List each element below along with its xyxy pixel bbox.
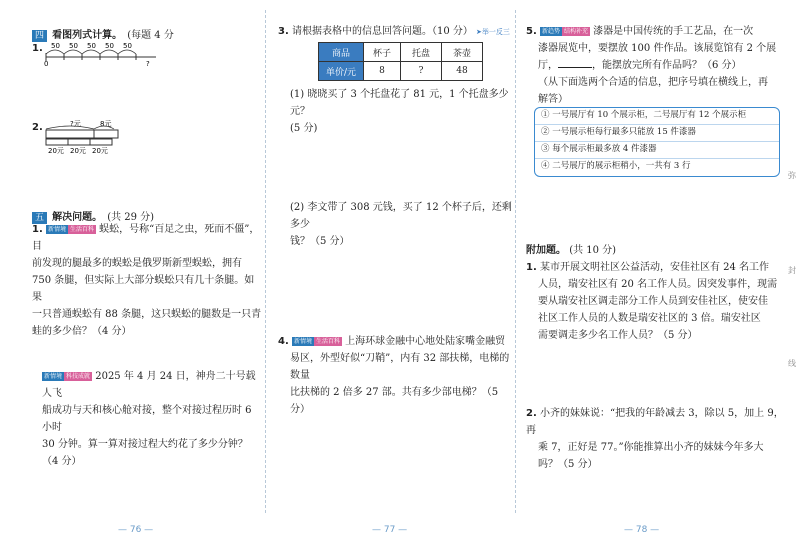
table-row	[319, 43, 483, 62]
binding-margin-char: 封	[788, 266, 796, 275]
question-text-line: 漆器是中国传统的手工艺品，在一次	[593, 26, 754, 37]
question-number: 2.	[32, 122, 43, 133]
option-item: ② 一号展示柜每行最多只能放 15 件漆器	[535, 125, 779, 142]
question-text-line: （从下面选两个合适的信息，把序号填在横线上，再	[538, 77, 768, 88]
question-number: 1.	[32, 224, 43, 235]
bonus-question-1	[526, 259, 788, 344]
section-number: 五	[32, 212, 47, 224]
question-text-line: 要从瑞安社区调走部分工作人员到安佳社区，使安佳	[538, 296, 768, 307]
answer-blank[interactable]	[558, 67, 592, 68]
page-number: — 78 —	[624, 525, 660, 535]
question-number: 1.	[32, 43, 43, 54]
segment-label: 50	[69, 42, 78, 50]
question-text-line: 需要调走多少名工作人员？（5 分）	[538, 330, 698, 341]
question-text-line: 比扶梯的 2 倍多 27 部。共有多少部电梯？（5 分）	[290, 387, 499, 415]
table-row-label: 单价/元	[319, 62, 364, 81]
table-cell: ?	[401, 62, 442, 81]
question-4	[278, 333, 514, 418]
tag-new-context: 新情境	[293, 338, 312, 345]
question-text-line: 蛙的多少倍？（4 分）	[32, 326, 132, 337]
question-3-prompt	[278, 23, 514, 41]
page-number: — 76 —	[118, 525, 154, 535]
zero-label: 0	[44, 60, 49, 66]
segment-label: 20元	[92, 147, 108, 155]
question-5-2	[42, 368, 264, 470]
question-number: 5.	[526, 26, 537, 37]
bar-segment-diagram	[42, 117, 132, 155]
question-text-line: 前发现的腿最多的蜈蚣是俄罗斯新型蜈蚣，拥有	[32, 258, 242, 269]
question-text-line: 30 分钟。算一算对接过程大约花了多少分钟？（4 分）	[42, 439, 248, 467]
table-header: 杯子	[364, 43, 401, 62]
question-number: 3.	[278, 26, 289, 37]
question-number: 4.	[278, 336, 289, 347]
page-76	[0, 0, 262, 543]
question-text-line: 船成功与天和核心舱对接，整个对接过程历时 6 小时	[42, 405, 252, 433]
tag-topic: 结构补充	[563, 28, 588, 35]
column-divider-1	[265, 10, 266, 513]
option-item: ① 一号展厅有 10 个展示柜，二号展厅有 12 个展示柜	[535, 108, 779, 125]
table-header: 商品	[319, 43, 364, 62]
question-text-line: 钱？（5 分）	[290, 236, 350, 247]
segment-label: 20元	[70, 147, 86, 155]
question-text-line: (1) 晓晓买了 3 个托盘花了 81 元，1 个托盘多少元？	[290, 89, 509, 117]
bonus-title: 附加题。	[526, 245, 566, 256]
tag-new-trend: 新趋势	[541, 28, 560, 35]
question-text-line: 解答）	[538, 94, 568, 105]
section-title: 解决问题。	[52, 212, 103, 223]
section-number: 四	[32, 30, 47, 42]
table-cell: 48	[442, 62, 483, 81]
tag-topic: 科技成就	[66, 373, 91, 380]
section-score: (每题 4 分	[127, 30, 174, 41]
question-5	[526, 23, 788, 108]
question-text-line: (2) 李文带了 308 元钱，买了 12 个杯子后，还剩多少	[290, 202, 512, 230]
question-5-1	[32, 221, 262, 340]
question-text-line: 750 条腿，但实际上大部分蜈蚣只有几十条腿。如果	[32, 275, 255, 303]
question-text-line: 社区工作人员的人数是瑞安社区的 3 倍。瑞安社区	[538, 313, 761, 324]
segment-label: 20元	[48, 147, 64, 155]
table-cell: 8	[364, 62, 401, 81]
tag-new-context: 新情境	[44, 373, 63, 380]
segment-label: 50	[105, 42, 114, 50]
extra-price-label: 8元	[100, 120, 112, 128]
info-options-box	[534, 107, 780, 177]
question-text-line: 小齐的妹妹说：“把我的年龄减去 3，除以 5，加上 9，再	[526, 408, 784, 436]
question-text-line: 吗？（5 分）	[538, 459, 598, 470]
tag-new-context: 新情境	[47, 226, 66, 233]
question-text-line: 某市开展文明社区公益活动，安佳社区有 24 名工作	[539, 262, 770, 273]
option-item: ③ 每个展示柜最多放 4 件漆器	[535, 142, 779, 159]
question-text-line: 2025 年 4 月 24 日，神舟二十号载人飞	[42, 371, 256, 399]
section-score: (共 29 分)	[107, 212, 155, 223]
page-number: — 77 —	[372, 525, 408, 535]
question-text-line: 厅，	[538, 60, 558, 71]
question-text-line: ，能摆放完所有作品吗？（6 分）	[592, 60, 742, 71]
tag-topic: 生活百科	[315, 338, 340, 345]
bonus-header	[526, 242, 616, 259]
question-text-line: 蜈蚣，号称“百足之虫，死而不僵”，目	[32, 224, 260, 252]
price-table	[318, 42, 483, 81]
page-77	[268, 0, 514, 543]
question-text: 请根据表格中的信息回答问题。（10 分）	[291, 26, 473, 37]
table-row	[319, 62, 483, 81]
practice-link[interactable]: ➤举一反三	[476, 28, 510, 36]
bonus-question-2	[526, 405, 788, 473]
segment-label: 50	[87, 42, 96, 50]
tag-topic: 生活百科	[69, 226, 94, 233]
question-number: 1.	[526, 262, 537, 273]
question-text-line: 人员，瑞安社区有 20 名工作人员。因突发事件，现需	[538, 279, 778, 290]
question-text-line: 漆器展览中，要摆放 100 件作品。该展览馆有 2 个展	[538, 43, 777, 54]
segment-label: 50	[51, 42, 60, 50]
table-header: 茶壶	[442, 43, 483, 62]
section-title: 看图列式计算。	[52, 30, 123, 41]
page-78	[516, 0, 800, 543]
bonus-score: (共 10 分)	[569, 245, 617, 256]
question-text-line: 上海环球金融中心地处陆家嘴金融贸	[345, 336, 506, 347]
question-text-line: (5 分)	[290, 123, 318, 134]
binding-margin-char: 弥	[788, 171, 796, 180]
segment-label: 50	[123, 42, 132, 50]
question-3-2	[290, 199, 514, 250]
number-line-diagram	[42, 40, 160, 66]
binding-margin-char: 线	[788, 359, 796, 368]
option-item: ④ 二号展厅的展示柜稍小，一共有 3 行	[541, 161, 691, 171]
question-text-line: 易区，外型好似“刀鞘”，内有 32 部扶梯，电梯的数量	[290, 353, 510, 381]
unknown-price-label: ?元	[70, 120, 81, 128]
question-3-1	[290, 86, 514, 137]
table-header: 托盘	[401, 43, 442, 62]
unknown-label: ?	[146, 60, 150, 66]
question-number: 2.	[526, 408, 537, 419]
question-text-line: 一只普通蜈蚣有 88 条腿，这只蜈蚣的腿数是一只青	[32, 309, 262, 320]
question-text-line: 乘 7，正好是 77。”你能推算出小齐的妹妹今年多大	[538, 442, 764, 453]
